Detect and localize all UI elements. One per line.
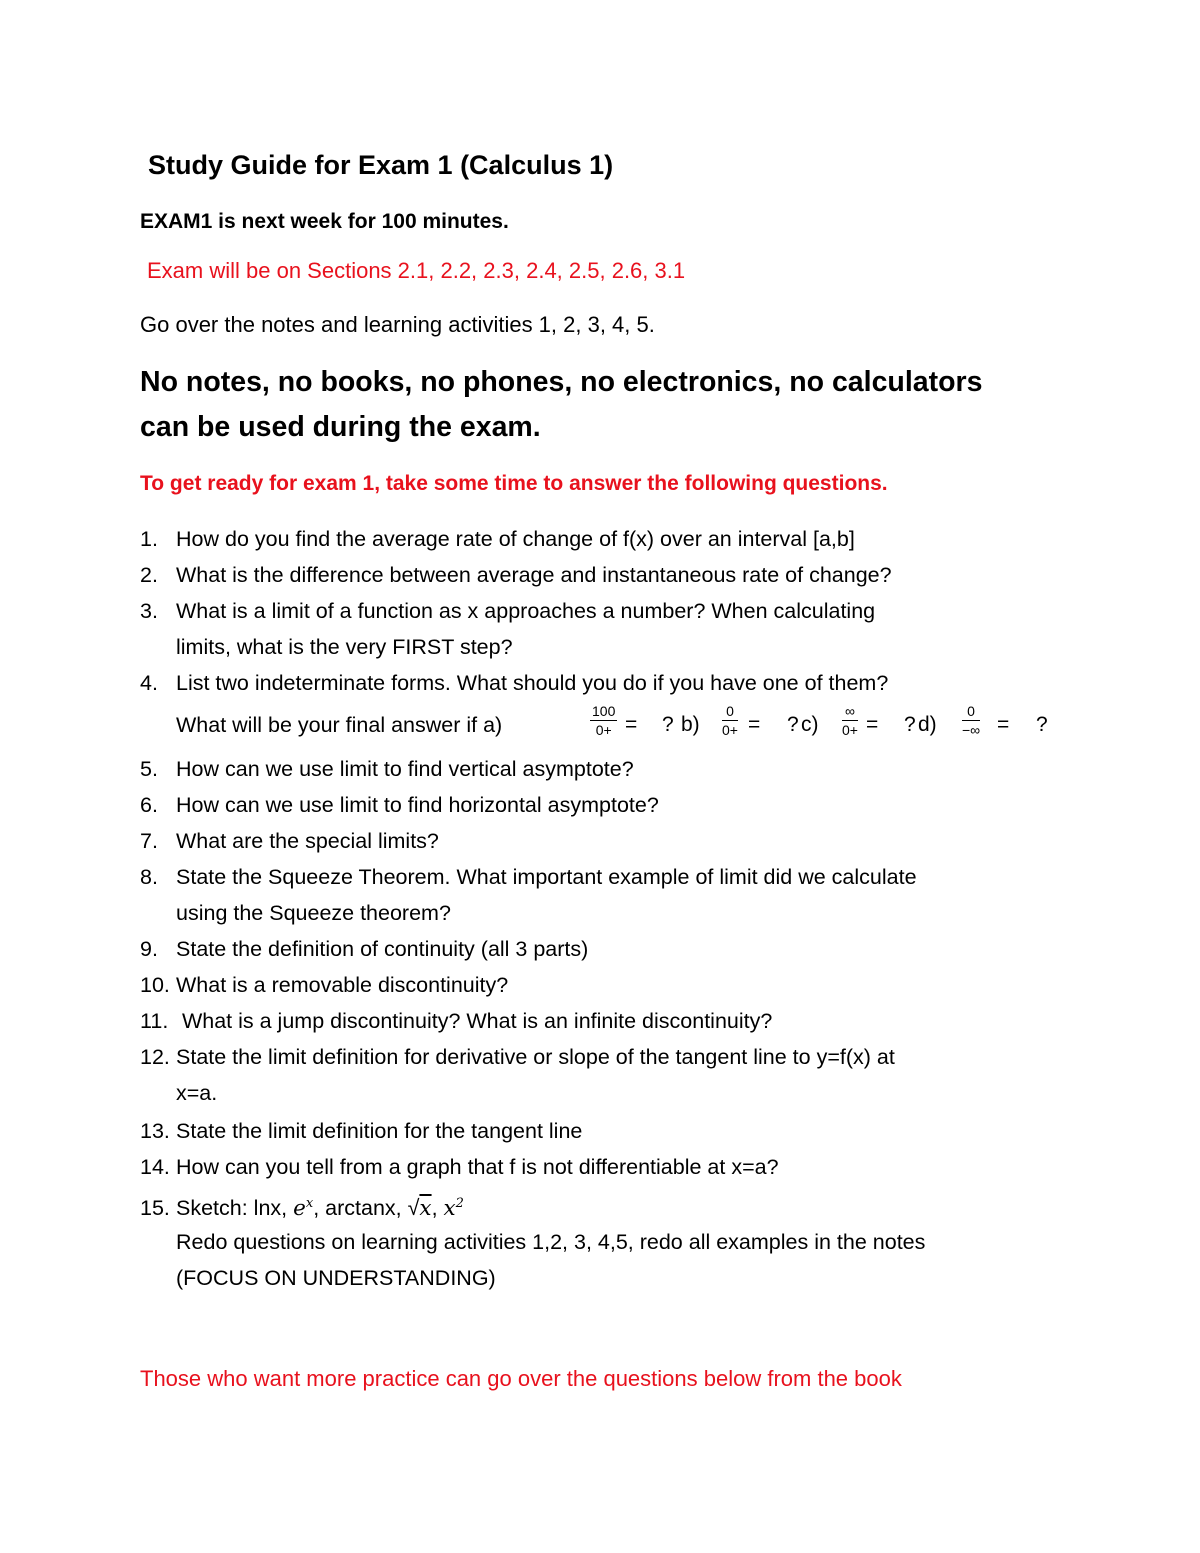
sqrt-x: √x xyxy=(407,1196,432,1222)
fraction-b-equals: = xyxy=(748,713,761,736)
fraction-b-denominator: 0+ xyxy=(722,722,738,738)
question-5: 5. How can we use limit to find vertical asymptote? xyxy=(140,757,634,781)
question-14: 14. How can you tell from a graph that f is not differentiable at x=a? xyxy=(140,1155,779,1179)
question-1: 1. How do you find the average rate of change of f(x) over an interval [a,b] xyxy=(140,527,855,551)
label-b: b) xyxy=(681,713,700,736)
question-8-continued: using the Squeeze theorem? xyxy=(176,901,451,925)
exam-sections: Exam will be on Sections 2.1, 2.2, 2.3, 2.4, 2.5, 2.6, 3.1 xyxy=(147,258,686,283)
question-8: 8. State the Squeeze Theorem. What important example of limit did we calculate xyxy=(140,865,917,889)
label-d: d) xyxy=(918,713,937,736)
e-to-x: $e^x$ xyxy=(293,1196,314,1222)
rules-line-1: No notes, no books, no phones, no electronics, no calculators xyxy=(140,366,983,398)
question-3: 3. What is a limit of a function as x approaches a number? When calculating xyxy=(140,599,876,623)
more-practice-note: Those who want more practice can go over the questions below from the book xyxy=(140,1366,902,1391)
x-squared: $x^2$ xyxy=(443,1196,464,1222)
exam-rules xyxy=(140,360,982,450)
question-4: 4. List two indeterminate forms. What should you do if you have one of them? xyxy=(140,671,889,695)
fraction-d-numerator: 0 xyxy=(962,703,980,721)
fraction-a-answer: ? xyxy=(662,713,674,736)
redo-line-1: Redo questions on learning activities 1,2, 3, 4,5, redo all examples in the notes xyxy=(176,1230,926,1254)
fraction-a xyxy=(590,703,617,738)
fraction-a-denominator: 0+ xyxy=(595,722,612,738)
fraction-b xyxy=(722,703,738,738)
question-7: 7. What are the special limits? xyxy=(140,829,439,853)
fraction-c-denominator: 0+ xyxy=(842,722,858,738)
question-15: 15. Sketch: lnx, $e^x$, arctanx, √x, $x^2$ xyxy=(140,1196,464,1222)
notes-instruction: Go over the notes and learning activities 1, 2, 3, 4, 5. xyxy=(140,312,655,337)
fraction-a-numerator: 100 xyxy=(592,703,616,719)
question-11: 11. What is a jump discontinuity? What is an infinite discontinuity? xyxy=(140,1009,773,1033)
fraction-c xyxy=(842,703,858,738)
exam-info: EXAM1 is next week for 100 minutes. xyxy=(140,210,509,233)
question-9: 9. State the definition of continuity (all 3 parts) xyxy=(140,937,589,961)
rules-line-2: can be used during the exam. xyxy=(140,411,541,443)
redo-line-2: (FOCUS ON UNDERSTANDING) xyxy=(176,1266,496,1290)
question-12: 12. State the limit definition for derivative or slope of the tangent line to y=f(x) at xyxy=(140,1045,895,1069)
question-13: 13. State the limit definition for the tangent line xyxy=(140,1119,583,1143)
question-2: 2. What is the difference between average and instantaneous rate of change? xyxy=(140,563,892,587)
question-4-continued: What will be your final answer if a) xyxy=(176,713,503,737)
fraction-b-answer: ? xyxy=(787,713,799,736)
fraction-a-equals: = xyxy=(625,713,638,736)
question-10: 10. What is a removable discontinuity? xyxy=(140,973,509,997)
fraction-c-equals: = xyxy=(866,713,879,736)
fraction-c-answer: ? xyxy=(904,713,916,736)
fraction-d-answer: ? xyxy=(1036,713,1048,736)
fraction-d-denominator: −∞ xyxy=(962,722,981,738)
page-title: Study Guide for Exam 1 (Calculus 1) xyxy=(148,150,614,180)
label-c: c) xyxy=(801,713,819,736)
fraction-d xyxy=(962,703,980,738)
fraction-c-numerator: ∞ xyxy=(842,703,858,721)
prep-instruction: To get ready for exam 1, take some time to answer the following questions. xyxy=(140,472,888,495)
question-12-continued: x=a. xyxy=(176,1081,218,1105)
question-6: 6. How can we use limit to find horizontal asymptote? xyxy=(140,793,659,817)
question-3-continued: limits, what is the very FIRST step? xyxy=(176,635,513,659)
fraction-d-equals: = xyxy=(997,713,1010,736)
fraction-b-numerator: 0 xyxy=(722,703,738,721)
